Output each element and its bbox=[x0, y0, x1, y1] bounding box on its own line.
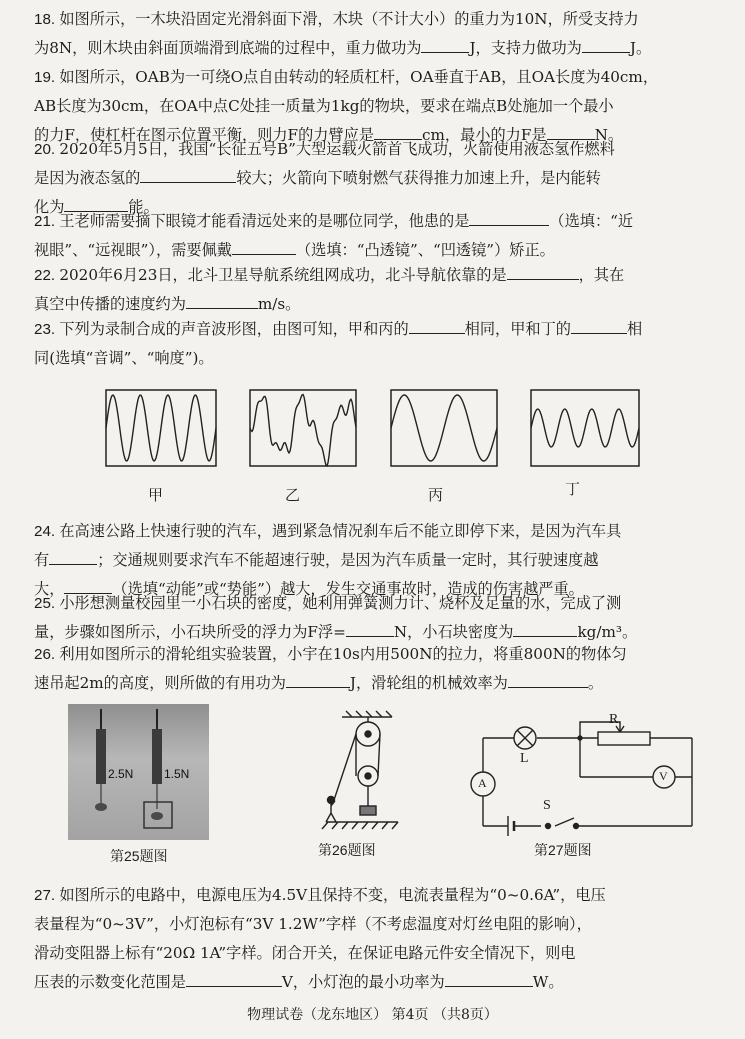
wave-label-yi: 乙 bbox=[285, 486, 301, 504]
waveform-yi bbox=[250, 390, 356, 466]
question-line bbox=[34, 939, 724, 968]
question-text: 量，步骤如图所示，小石块所受的浮力为F浮= bbox=[34, 623, 346, 641]
question-number: 24. bbox=[34, 523, 60, 540]
question-text: 滑动变阻器上标有“20Ω 1A”字样。闭合开关，在保证电路元件安全情况下，则电 bbox=[34, 944, 576, 962]
scale-reading-left: 2.5N bbox=[108, 767, 134, 781]
question-line bbox=[34, 344, 724, 373]
question-number: 19. bbox=[34, 69, 60, 86]
question-text: J，支持力做功为 bbox=[469, 39, 582, 57]
caption-fig26: 第26题图 bbox=[318, 842, 376, 858]
answer-blank[interactable] bbox=[582, 37, 630, 53]
question-text: 下列为录制合成的声音波形图，由图可知，甲和丙的 bbox=[59, 320, 409, 338]
question-text: ，其在 bbox=[578, 266, 625, 284]
question-text: kg/m³。 bbox=[577, 623, 638, 641]
question-text: N。 bbox=[594, 126, 624, 144]
question-line bbox=[34, 261, 724, 290]
question-q21 bbox=[34, 207, 724, 265]
question-line bbox=[34, 881, 724, 910]
question-q22 bbox=[34, 261, 724, 319]
question-line bbox=[34, 207, 724, 236]
question-line bbox=[34, 968, 724, 997]
circuit-label-switch: S bbox=[543, 798, 551, 813]
question-text: 王老师需要摘下眼镜才能看清远处来的是哪位同学，他患的是 bbox=[59, 212, 470, 230]
question-text: 能。 bbox=[128, 198, 159, 216]
question-number: 25. bbox=[34, 595, 60, 612]
question-text: 同(选填“音调”、“响度”)。 bbox=[34, 349, 214, 367]
question-text: J。 bbox=[629, 39, 652, 57]
question-line bbox=[34, 315, 724, 344]
wave-label-bing: 丙 bbox=[428, 486, 444, 504]
question-text: J，滑轮组的机械效率为 bbox=[349, 674, 508, 692]
question-text: V，小灯泡的最小功率为 bbox=[281, 973, 445, 991]
question-q18 bbox=[34, 5, 724, 63]
question-text: 为8N，则木块由斜面顶端滑到底端的过程中，重力做功为 bbox=[34, 39, 422, 57]
question-line bbox=[34, 517, 724, 546]
answer-blank[interactable] bbox=[346, 621, 394, 637]
answer-blank[interactable] bbox=[186, 971, 282, 987]
circuit-label-voltmeter: V bbox=[659, 769, 668, 783]
question-text: 如图所示，一木块沿固定光滑斜面下滑，木块（不计大小）的重力为10N，所受支持力 bbox=[59, 10, 639, 28]
question-text: W。 bbox=[532, 973, 564, 991]
answer-blank[interactable] bbox=[286, 672, 350, 688]
question-text: （选填：“凸透镜”、“凹透镜”）矫正。 bbox=[295, 241, 555, 259]
question-text: 是因为液态氢的 bbox=[34, 169, 141, 187]
question-number: 26. bbox=[34, 646, 60, 663]
answer-blank[interactable] bbox=[49, 549, 97, 565]
question-text: 。 bbox=[587, 674, 604, 692]
question-text: N，小石块密度为 bbox=[393, 623, 514, 641]
answer-blank[interactable] bbox=[513, 621, 577, 637]
question-text: 较大；火箭向下喷射燃气获得推力加速上升，是内能转 bbox=[236, 169, 601, 187]
waveform-bing bbox=[391, 390, 497, 466]
question-text: 真空中传播的速度约为 bbox=[34, 295, 186, 313]
answer-blank[interactable] bbox=[469, 210, 549, 226]
answer-blank[interactable] bbox=[507, 264, 579, 280]
question-text: 大， bbox=[34, 580, 65, 598]
question-line bbox=[34, 640, 724, 669]
circuit-label-resistor: R bbox=[609, 712, 619, 727]
answer-blank[interactable] bbox=[140, 167, 236, 183]
spring-scale-photo bbox=[68, 704, 209, 840]
question-line bbox=[34, 164, 724, 193]
answer-blank[interactable] bbox=[421, 37, 469, 53]
circuit-label-ammeter: A bbox=[478, 776, 487, 790]
question-text: ；交通规则要求汽车不能超速行驶，是因为汽车质量一定时，其行驶速度越 bbox=[97, 551, 599, 569]
question-q26 bbox=[34, 640, 724, 698]
question-text: 视眼”、“远视眼”），需要佩戴 bbox=[34, 241, 232, 259]
question-line bbox=[34, 34, 724, 63]
question-line bbox=[34, 135, 724, 164]
question-q25 bbox=[34, 589, 724, 647]
question-line bbox=[34, 589, 724, 618]
question-text: 压表的示数变化范围是 bbox=[34, 973, 186, 991]
question-number: 21. bbox=[34, 213, 60, 230]
question-text: 化为 bbox=[34, 198, 65, 216]
wave-label-ding: 丁 bbox=[565, 480, 581, 498]
question-line bbox=[34, 546, 724, 575]
scale-reading-right: 1.5N bbox=[164, 767, 190, 781]
question-number: 22. bbox=[34, 267, 60, 284]
question-text: AB长度为30cm，在OA中点C处挂一质量为1kg的物块，要求在端点B处施加一个最小 bbox=[34, 97, 614, 115]
question-text: 利用如图所示的滑轮组实验装置，小宇在10s内用500N的拉力，将重800N的物体匀 bbox=[59, 645, 627, 663]
waveform-ding bbox=[531, 390, 639, 466]
question-text: 在高速公路上快速行驶的汽车，遇到紧急情况刹车后不能立即停下来，是因为汽车具 bbox=[59, 522, 622, 540]
question-line bbox=[34, 63, 724, 92]
question-text: 如图所示，OAB为一可绕O点自由转动的轻质杠杆，OA垂直于AB，且OA长度为40cm， bbox=[59, 68, 659, 86]
question-text: 有 bbox=[34, 551, 50, 569]
answer-blank[interactable] bbox=[571, 318, 627, 334]
question-q27 bbox=[34, 881, 724, 997]
question-text: 2020年6月23日，北斗卫星导航系统组网成功，北斗导航依靠的是 bbox=[59, 266, 507, 284]
question-text: cm，最小的力F是 bbox=[422, 126, 547, 144]
question-text: 速吊起2m的高度，则所做的有用功为 bbox=[34, 674, 286, 692]
question-text: （选填“动能”或“势能”）越大，发生交通事故时，造成的伤害越严重。 bbox=[112, 580, 584, 598]
question-number: 23. bbox=[34, 321, 60, 338]
question-line bbox=[34, 92, 724, 121]
waveform-jia bbox=[106, 390, 216, 466]
question-text: 表量程为“0~3V”，小灯泡标有“3V 1.2W”字样（不考虑温度对灯丝电阻的影响）， bbox=[34, 915, 592, 933]
answer-blank[interactable] bbox=[409, 318, 465, 334]
question-line bbox=[34, 669, 724, 698]
answer-blank[interactable] bbox=[508, 672, 588, 688]
pulley-system-figure bbox=[322, 711, 398, 829]
circuit-label-lamp: L bbox=[520, 751, 529, 766]
answer-blank[interactable] bbox=[445, 971, 533, 987]
question-q23 bbox=[34, 315, 724, 373]
question-line bbox=[34, 910, 724, 939]
question-text: 2020年5月5日，我国“长征五号B”大型运载火箭首飞成功，火箭使用液态氢作燃料 bbox=[59, 140, 615, 158]
question-text: 相同，甲和丁的 bbox=[464, 320, 571, 338]
question-number: 20. bbox=[34, 141, 60, 158]
question-number: 27. bbox=[34, 887, 60, 904]
page-footer: 物理试卷（龙东地区） 第4页 （共8页） bbox=[247, 1007, 498, 1023]
caption-fig25: 第25题图 bbox=[110, 848, 168, 864]
question-number: 18. bbox=[34, 11, 60, 28]
question-line bbox=[34, 5, 724, 34]
question-text: 相 bbox=[626, 320, 643, 338]
question-text: 小彤想测量校园里一小石块的密度，她利用弹簧测力计、烧杯及足量的水，完成了测 bbox=[59, 594, 622, 612]
answer-blank[interactable] bbox=[232, 239, 296, 255]
question-text: 如图所示的电路中，电源电压为4.5V且保持不变，电流表量程为“0~0.6A”，电压 bbox=[59, 886, 606, 904]
wave-label-jia: 甲 bbox=[148, 486, 164, 504]
question-text: （选填：“近 bbox=[549, 212, 634, 230]
caption-fig27: 第27题图 bbox=[534, 842, 592, 858]
question-text: 的力F，使杠杆在图示位置平衡，则力F的力臂应是 bbox=[34, 126, 375, 144]
answer-blank[interactable] bbox=[186, 293, 258, 309]
question-text: m/s。 bbox=[257, 295, 301, 313]
